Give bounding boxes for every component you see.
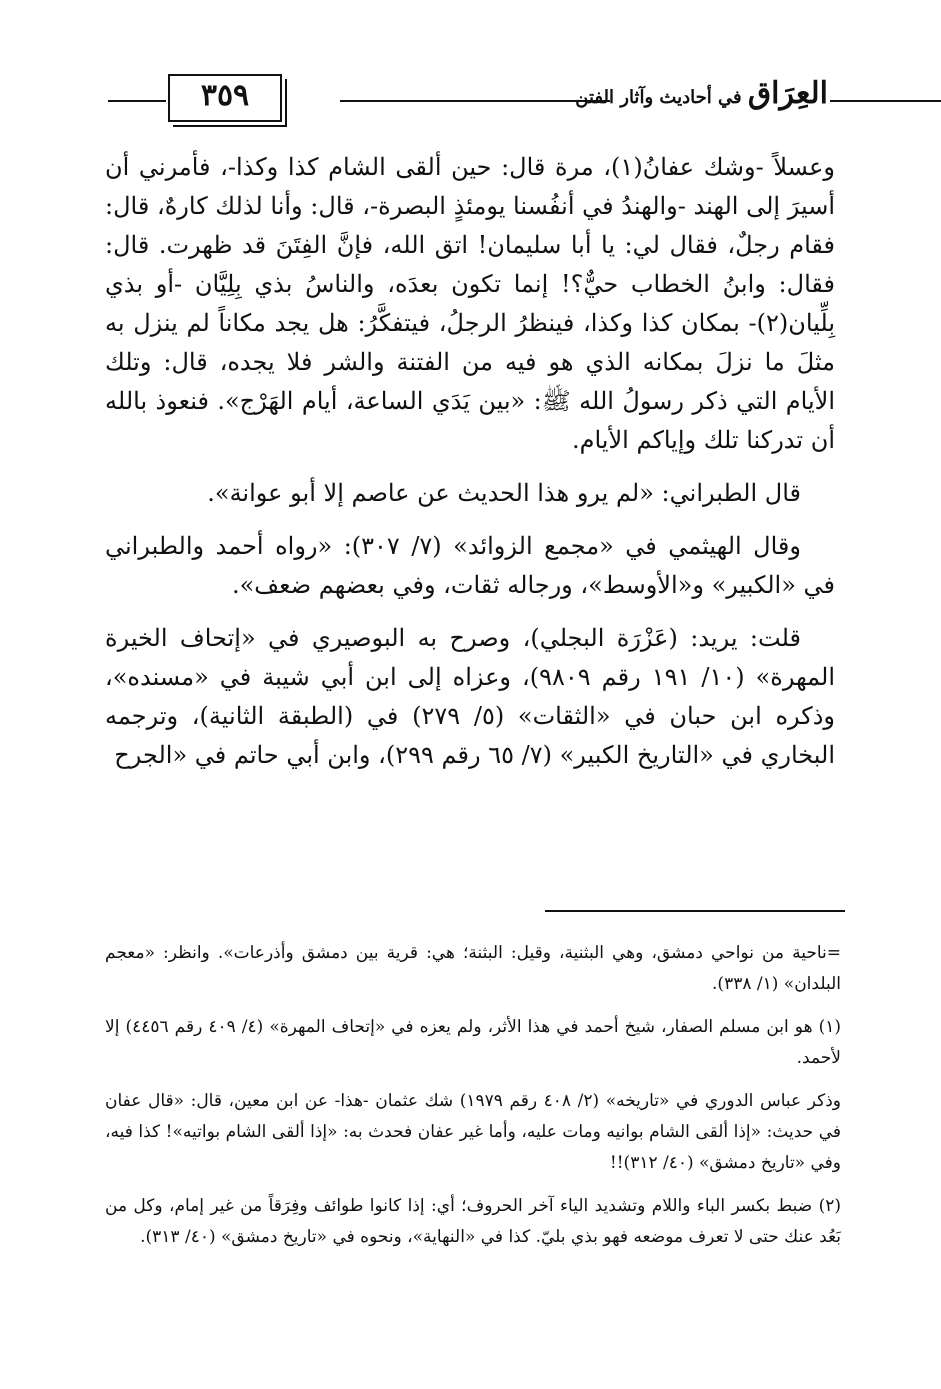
page-number: ٣٥٩	[200, 78, 250, 113]
paragraph: وعسلاً -وشك عفانُ(١)، مرة قال: حين ألقى الشام كذا وكذا-، فأمرني أن أسيرَ إلى الهند -والهندُ في أنفُسنا يومئذٍ البصرة-، قال: وأنا لذلك كارهٌ، قال: فقام رجلٌ، فقال لي: يا أبا سليمان! اتق الله، فإنَّ الفِتَنَ قد ظهرت. قال: فقال: وابنُ الخطاب حيٌّ؟! إنما تكون بعدَه، والناسُ بذي بِلِيَّان -أو بذي بِلِّيان(٢)- بمكان كذا وكذا، فينظرُ الرجلُ، فيتفكَّرُ: هل يجد مكاناً لم ينزل به مثلَ ما نزلَ بمكانه الذي هو فيه من الفتنة والشر فلا يجده، قال: وتلك الأيام التي ذكر رسولُ الله ﷺ: «بين يَدَي الساعة، أيام الهَرْج». فنعوذ بالله أن تدركنا تلك وإياكم الأيام.	[105, 153, 835, 454]
page-header	[108, 60, 848, 122]
footnote: =ناحية من نواحي دمشق، وهي البثنية، وقيل: البثنة؛ هي: قرية بين دمشق وأذرعات». وانظر: «معجم البلدان» (١/ ٣٣٨).	[105, 943, 841, 994]
footnote-separator	[545, 910, 845, 912]
footnotes	[105, 938, 841, 1265]
header-rule-right	[830, 100, 941, 102]
header-rule-left	[108, 100, 166, 102]
footnote: (٢) ضبط بكسر الباء واللام وتشديد الياء آخر الحروف؛ أي: إذا كانوا طوائف وفِرَقاً من غير إمام، وكل من بَعُد عنك حتى لا تعرف موضعه فهو بذي بليّ. كذا في «النهاية»، ونحوه في «تاريخ دمشق» (٤٠/ ٣١٣).	[105, 1196, 841, 1247]
paragraph: قلت: يريد: (عَزْرَة البجلي)، وصرح به البوصيري في «إتحاف الخيرة المهرة» (١٠/ ١٩١ رقم ٩٨٠٩)، وعزاه إلى ابن أبي شيبة في «مسنده»، وذكره ابن حبان في «الثقات» (٥/ ٢٧٩) في (الطبقة الثانية)، وترجمه البخاري في «التاريخ الكبير» (٧/ ٦٥ رقم ٢٩٩)، وابن أبي حاتم في «الجرح	[105, 624, 835, 769]
paragraph: قال الطبراني: «لم يرو هذا الحديث عن عاصم إلا أبو عوانة».	[207, 479, 801, 507]
main-text	[105, 148, 835, 775]
running-title-rest: في أحاديث وآثار الفتن	[575, 87, 742, 108]
footnote: (١) هو ابن مسلم الصفار، شيخ أحمد في هذا الأثر، ولم يعزه في «إتحاف المهرة» (٤/ ٤٠٩ رقم ٤٤٥٦) إلا لأحمد.	[105, 1017, 841, 1068]
page-number-box	[168, 74, 282, 122]
header-rule-middle	[340, 100, 610, 102]
running-title-main: العِرَاق	[747, 76, 828, 111]
footnote: وذكر عباس الدوري في «تاريخه» (٢/ ٤٠٨ رقم ١٩٧٩) شك عثمان -هذا- عن ابن معين، قال: «قال عفان في حديث: «إذا ألقى الشام بوانيه ومات عليه، وأما غير عفان فحدث به: «إذا ألقى الشام بواتيه»! كذا فيه، وفي «تاريخ دمشق» (٤٠/ ٣١٢)!!	[105, 1091, 841, 1173]
paragraph: وقال الهيثمي في «مجمع الزوائد» (٧/ ٣٠٧): «رواه أحمد والطبراني في «الكبير» و«الأوسط»، ورجاله ثقات، وفي بعضهم ضعف».	[105, 532, 835, 599]
running-title	[575, 76, 828, 111]
